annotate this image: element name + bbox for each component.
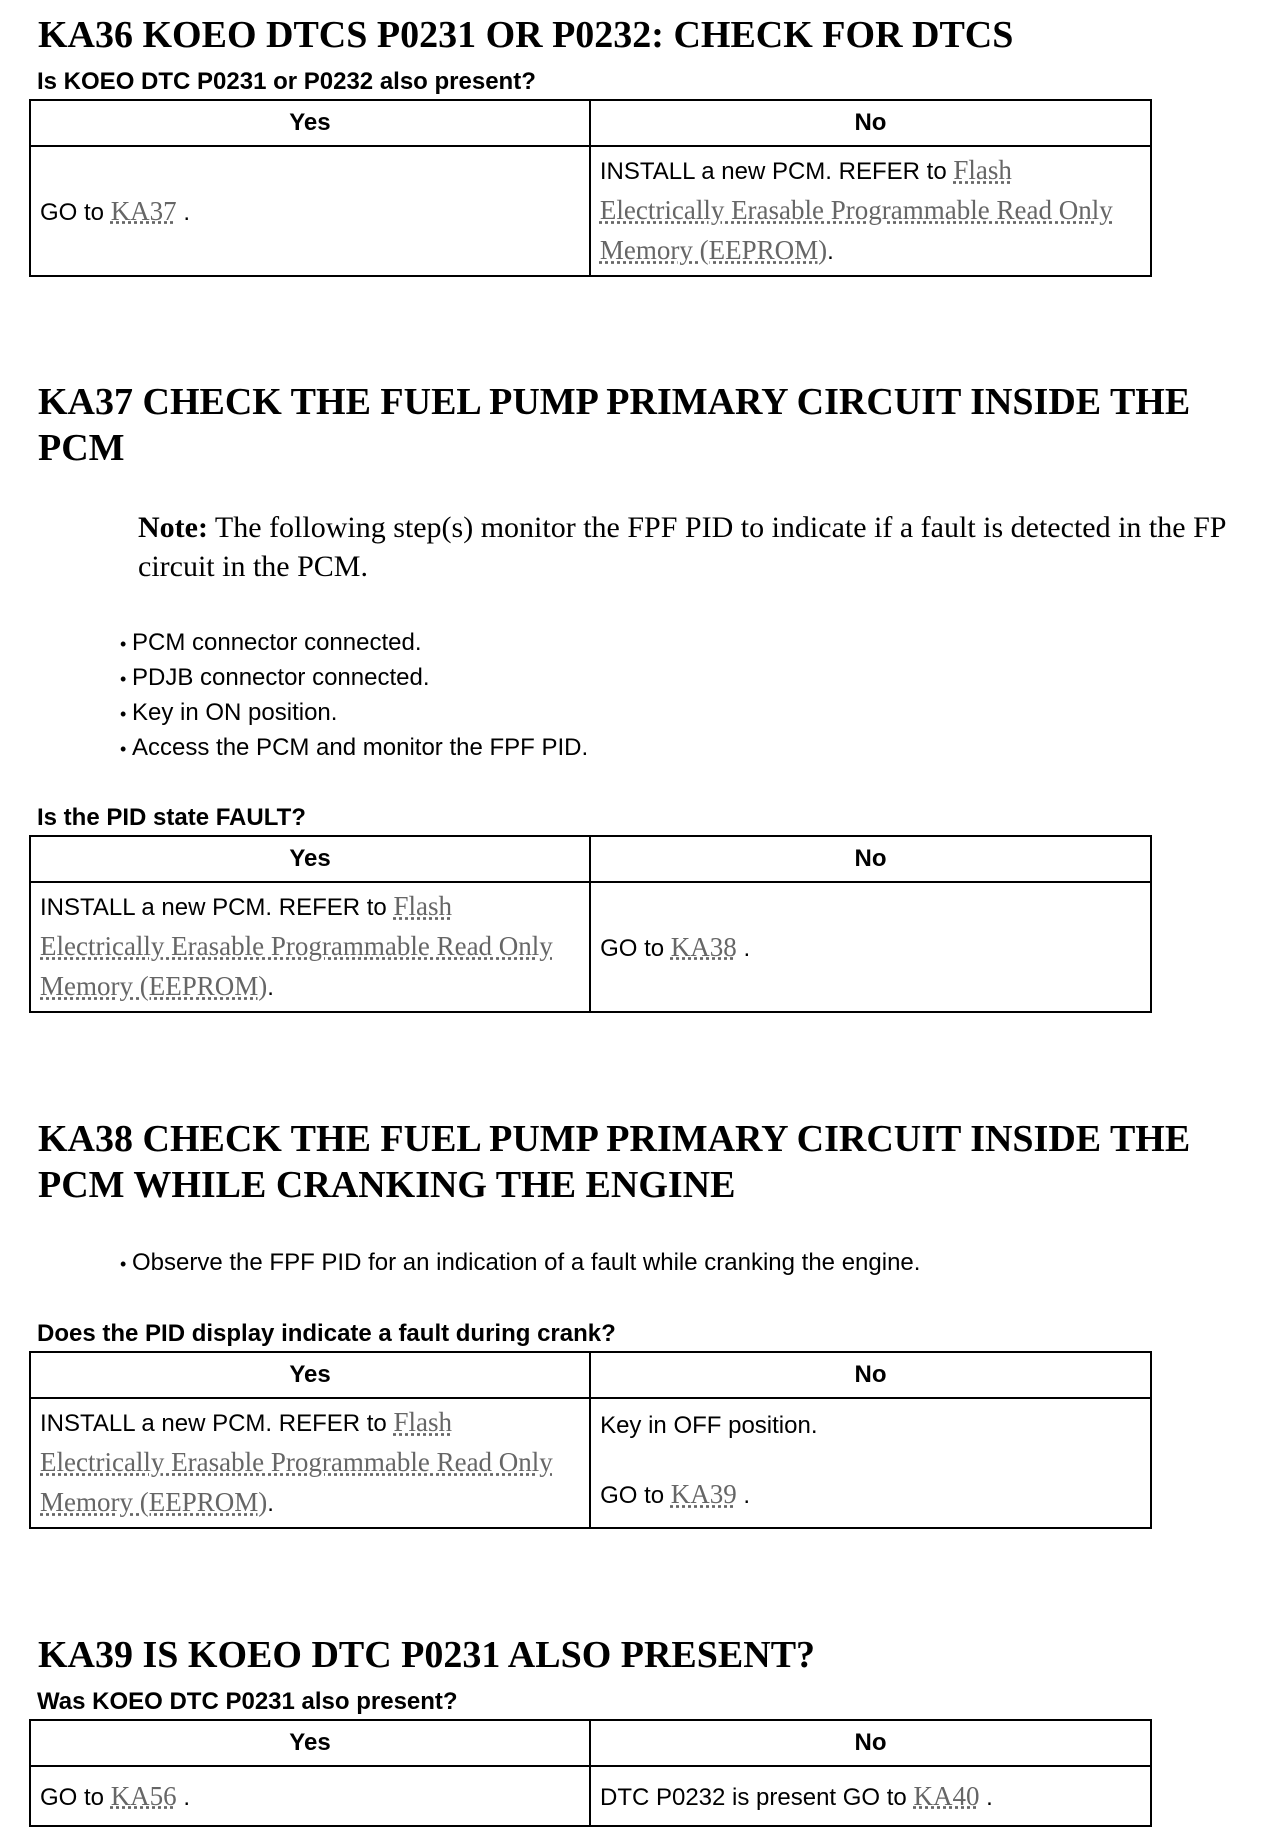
table-row bbox=[30, 882, 1151, 1012]
table-header-row bbox=[30, 100, 1151, 146]
no-cell bbox=[590, 882, 1151, 1012]
ka56-link[interactable]: KA56 bbox=[110, 1780, 177, 1811]
list-item: • PDJB connector connected. bbox=[120, 661, 588, 696]
ka37-bullet-list bbox=[120, 626, 588, 766]
ka37-question: Is the PID state FAULT? bbox=[37, 804, 306, 831]
no-text: INSTALL a new PCM. REFER to bbox=[599, 158, 954, 185]
yes-suffix: . bbox=[267, 1490, 274, 1517]
list-item: • PCM connector connected. bbox=[120, 626, 588, 661]
no-suffix: . bbox=[827, 238, 834, 265]
eeprom-link[interactable]: Flash Electrically Erasable Programmable Read Only Memory (EEPROM) bbox=[40, 891, 553, 1001]
table-row bbox=[30, 146, 1151, 276]
yes-header: Yes bbox=[30, 1352, 590, 1398]
ka39-link[interactable]: KA39 bbox=[670, 1479, 737, 1509]
yes-text: GO to bbox=[40, 198, 111, 226]
list-item: • Key in ON position. bbox=[120, 696, 588, 731]
no-header: No bbox=[590, 1352, 1151, 1398]
yes-text: GO to bbox=[40, 1783, 111, 1811]
ka38-table bbox=[29, 1351, 1152, 1529]
no-line-1: Key in OFF position. bbox=[600, 1412, 818, 1439]
list-item: • Access the PCM and monitor the FPF PID. bbox=[120, 731, 588, 766]
ka40-link[interactable]: KA40 bbox=[913, 1780, 980, 1811]
no-suffix: . bbox=[736, 1482, 751, 1509]
ka38-link[interactable]: KA38 bbox=[670, 931, 737, 962]
no-cell bbox=[590, 146, 1151, 276]
ka39-table bbox=[29, 1719, 1152, 1827]
no-text: GO to bbox=[600, 934, 671, 962]
no-header: No bbox=[590, 100, 1151, 146]
yes-text: INSTALL a new PCM. REFER to bbox=[40, 894, 394, 921]
ka37-link[interactable]: KA37 bbox=[110, 195, 177, 226]
yes-suffix: . bbox=[176, 198, 191, 226]
ka36-question: Is KOEO DTC P0231 or P0232 also present? bbox=[37, 68, 536, 95]
no-header: No bbox=[590, 836, 1151, 882]
ka37-note bbox=[138, 508, 1228, 586]
list-item: • Observe the FPF PID for an indication of a fault while cranking the engine. bbox=[120, 1246, 920, 1281]
yes-cell bbox=[30, 1766, 590, 1826]
ka36-title: KA36 KOEO DTCS P0231 OR P0232: CHECK FOR DTCS bbox=[38, 14, 1014, 56]
no-header: No bbox=[590, 1720, 1151, 1766]
no-cell bbox=[590, 1766, 1151, 1826]
table-header-row bbox=[30, 1352, 1151, 1398]
no-text: DTC P0232 is present GO to bbox=[599, 1783, 914, 1811]
table-header-row bbox=[30, 1720, 1151, 1766]
note-label: Note: bbox=[138, 511, 208, 544]
yes-cell bbox=[30, 1398, 590, 1528]
ka39-question: Was KOEO DTC P0231 also present? bbox=[37, 1688, 458, 1715]
no-suffix: . bbox=[979, 1783, 993, 1811]
yes-suffix: . bbox=[267, 974, 274, 1001]
note-text: The following step(s) monitor the FPF PID to indicate if a fault is detected in the FP circuit in the PCM. bbox=[138, 511, 1226, 583]
ka37-table bbox=[29, 835, 1152, 1013]
no-text: GO to bbox=[600, 1482, 671, 1509]
no-line-2 bbox=[600, 1477, 1141, 1513]
no-suffix: . bbox=[736, 934, 751, 962]
eeprom-link[interactable]: Flash Electrically Erasable Programmable Read Only Memory (EEPROM) bbox=[599, 155, 1113, 265]
yes-header: Yes bbox=[30, 100, 590, 146]
eeprom-link[interactable]: Flash Electrically Erasable Programmable Read Only Memory (EEPROM) bbox=[40, 1407, 553, 1517]
yes-header: Yes bbox=[30, 1720, 590, 1766]
yes-text: INSTALL a new PCM. REFER to bbox=[40, 1410, 394, 1437]
yes-cell bbox=[30, 882, 590, 1012]
table-row bbox=[30, 1398, 1151, 1528]
ka37-title: KA37 CHECK THE FUEL PUMP PRIMARY CIRCUIT INSIDE THE PCM bbox=[38, 381, 1191, 469]
ka38-bullet-list bbox=[120, 1246, 920, 1281]
yes-cell bbox=[30, 146, 590, 276]
yes-header: Yes bbox=[30, 836, 590, 882]
ka39-title: KA39 IS KOEO DTC P0231 ALSO PRESENT? bbox=[38, 1634, 816, 1676]
no-cell bbox=[590, 1398, 1151, 1528]
ka36-table bbox=[29, 99, 1152, 277]
yes-suffix: . bbox=[176, 1783, 191, 1811]
table-header-row bbox=[30, 836, 1151, 882]
ka38-title: KA38 CHECK THE FUEL PUMP PRIMARY CIRCUIT INSIDE THE PCM WHILE CRANKING THE ENGINE bbox=[38, 1118, 1191, 1206]
table-row bbox=[30, 1766, 1151, 1826]
ka38-question: Does the PID display indicate a fault during crank? bbox=[37, 1320, 616, 1347]
